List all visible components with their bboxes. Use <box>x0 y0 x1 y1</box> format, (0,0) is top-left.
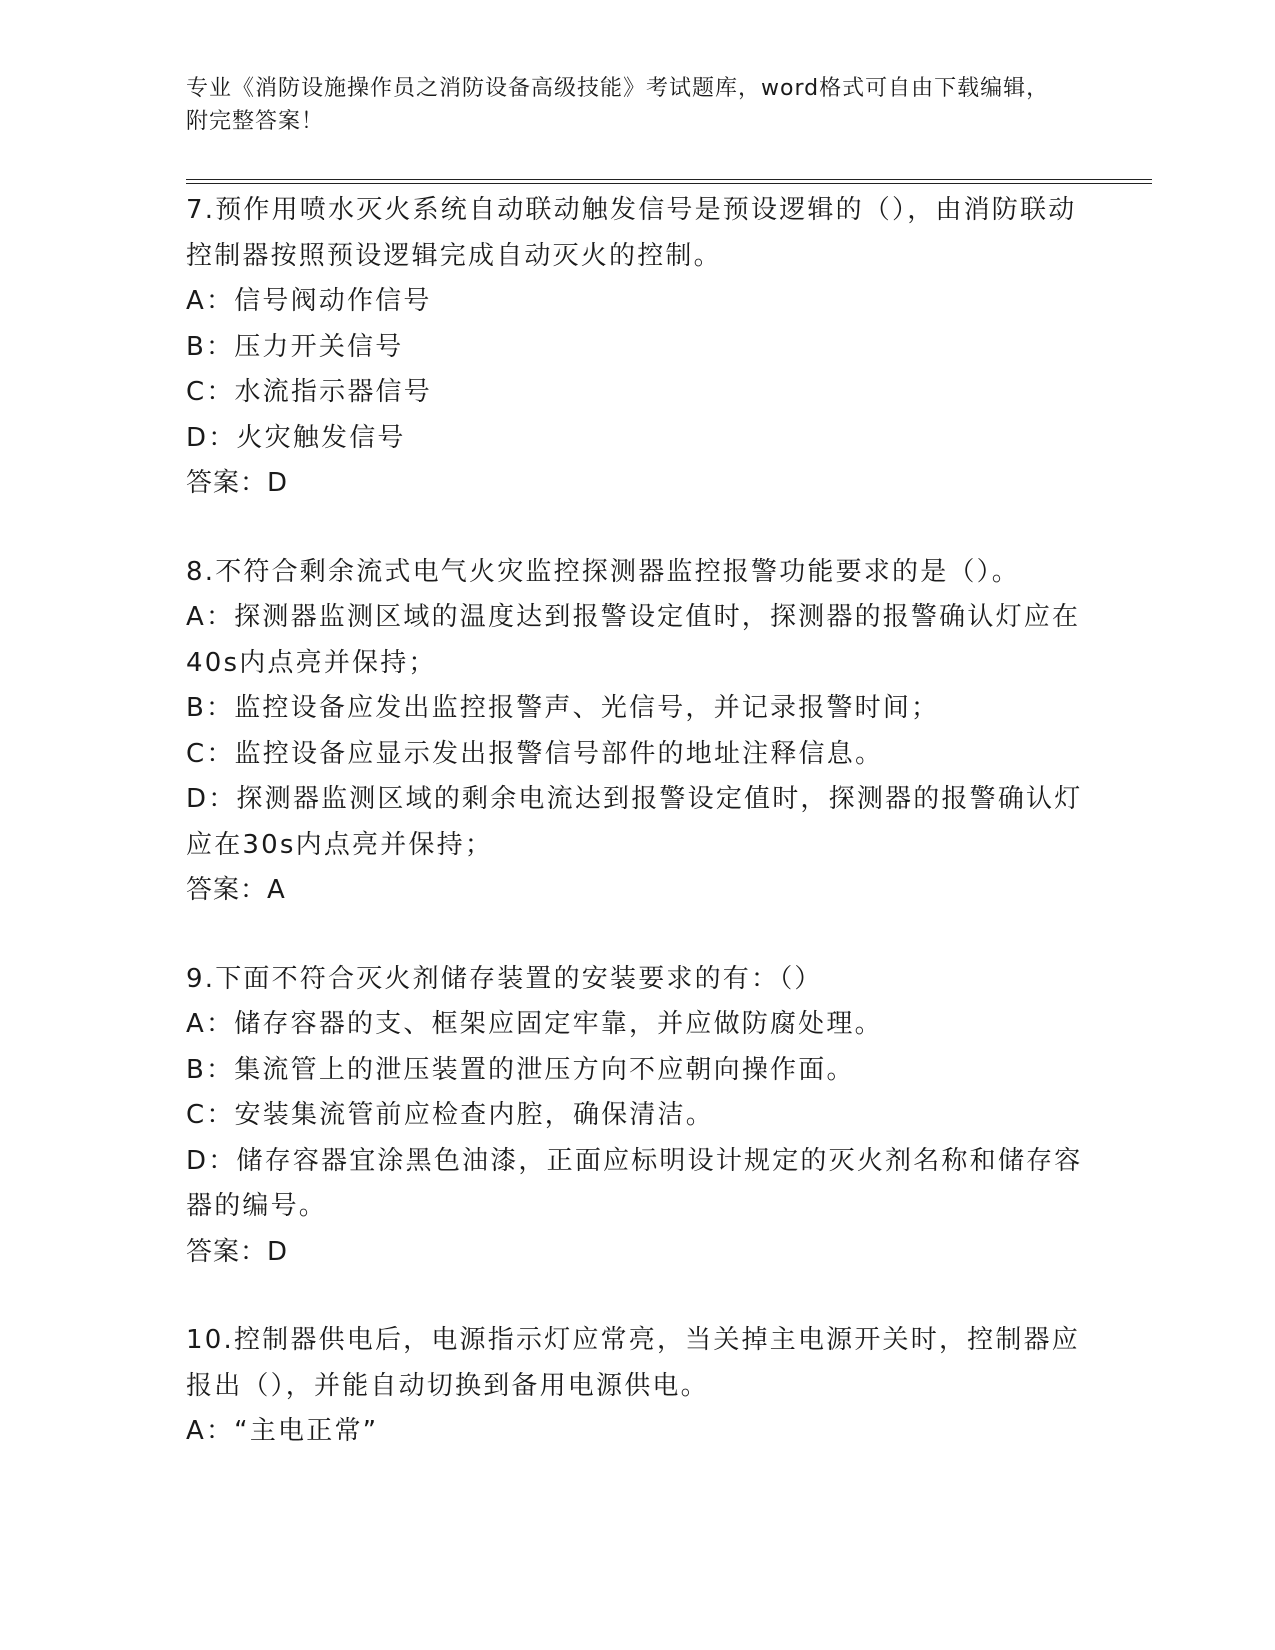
question-10 <box>186 1318 1086 1455</box>
header-divider-bottom <box>186 183 1152 184</box>
question-8 <box>186 550 1086 914</box>
question-stem: 7.预作用喷水灭火系统自动联动触发信号是预设逻辑的（），由消防联动控制器按照预设逻辑完成自动灭火的控制。 <box>186 195 1077 271</box>
option-a: A：信号阀动作信号 <box>186 286 432 316</box>
question-stem: 10.控制器供电后，电源指示灯应常亮，当关掉主电源开关时，控制器应报出（），并能自动切换到备用电源供电。 <box>186 1325 1080 1401</box>
option-c: C：水流指示器信号 <box>186 377 432 407</box>
option-c: C：监控设备应显示发出报警信号部件的地址注释信息。 <box>186 738 884 769</box>
answer: 答案：D <box>186 468 289 498</box>
question-9 <box>186 957 1086 1276</box>
option-a: A：探测器监测区域的温度达到报警设定值时，探测器的报警确认灯应在40s内点亮并保持； <box>186 602 1081 678</box>
option-a: A：储存容器的支、框架应固定牢靠，并应做防腐处理。 <box>186 1009 883 1039</box>
answer: 答案：D <box>186 1236 289 1267</box>
option-b: B：压力开关信号 <box>186 331 404 362</box>
question-list <box>186 188 1086 1498</box>
option-c: C：安装集流管前应检查内腔，确保清洁。 <box>186 1100 714 1130</box>
question-stem: 8.不符合剩余流式电气火灾监控探测器监控报警功能要求的是（）。 <box>186 556 1021 587</box>
header-text: 专业《消防设施操作员之消防设备高级技能》考试题库，word格式可自由下载编辑，附完整答案！ <box>186 76 1050 134</box>
option-b: B：监控设备应发出监控报警声、光信号，并记录报警时间； <box>186 693 940 723</box>
option-b: B：集流管上的泄压装置的泄压方向不应朝向操作面。 <box>186 1054 855 1085</box>
answer: 答案：A <box>186 875 286 905</box>
option-d: D：火灾触发信号 <box>186 422 406 453</box>
header-divider-top <box>186 179 1152 180</box>
question-stem: 9.下面不符合灭火剂储存装置的安装要求的有：（） <box>186 963 823 994</box>
option-d: D：探测器监测区域的剩余电流达到报警设定值时，探测器的报警确认灯应在30s内点亮并保持； <box>186 784 1083 860</box>
option-d: D：储存容器宜涂黑色油漆，正面应标明设计规定的灭火剂名称和储存容器的编号。 <box>186 1145 1083 1221</box>
document-header <box>186 72 1066 138</box>
option-a: A：“主电正常” <box>186 1416 379 1446</box>
question-7 <box>186 188 1086 507</box>
